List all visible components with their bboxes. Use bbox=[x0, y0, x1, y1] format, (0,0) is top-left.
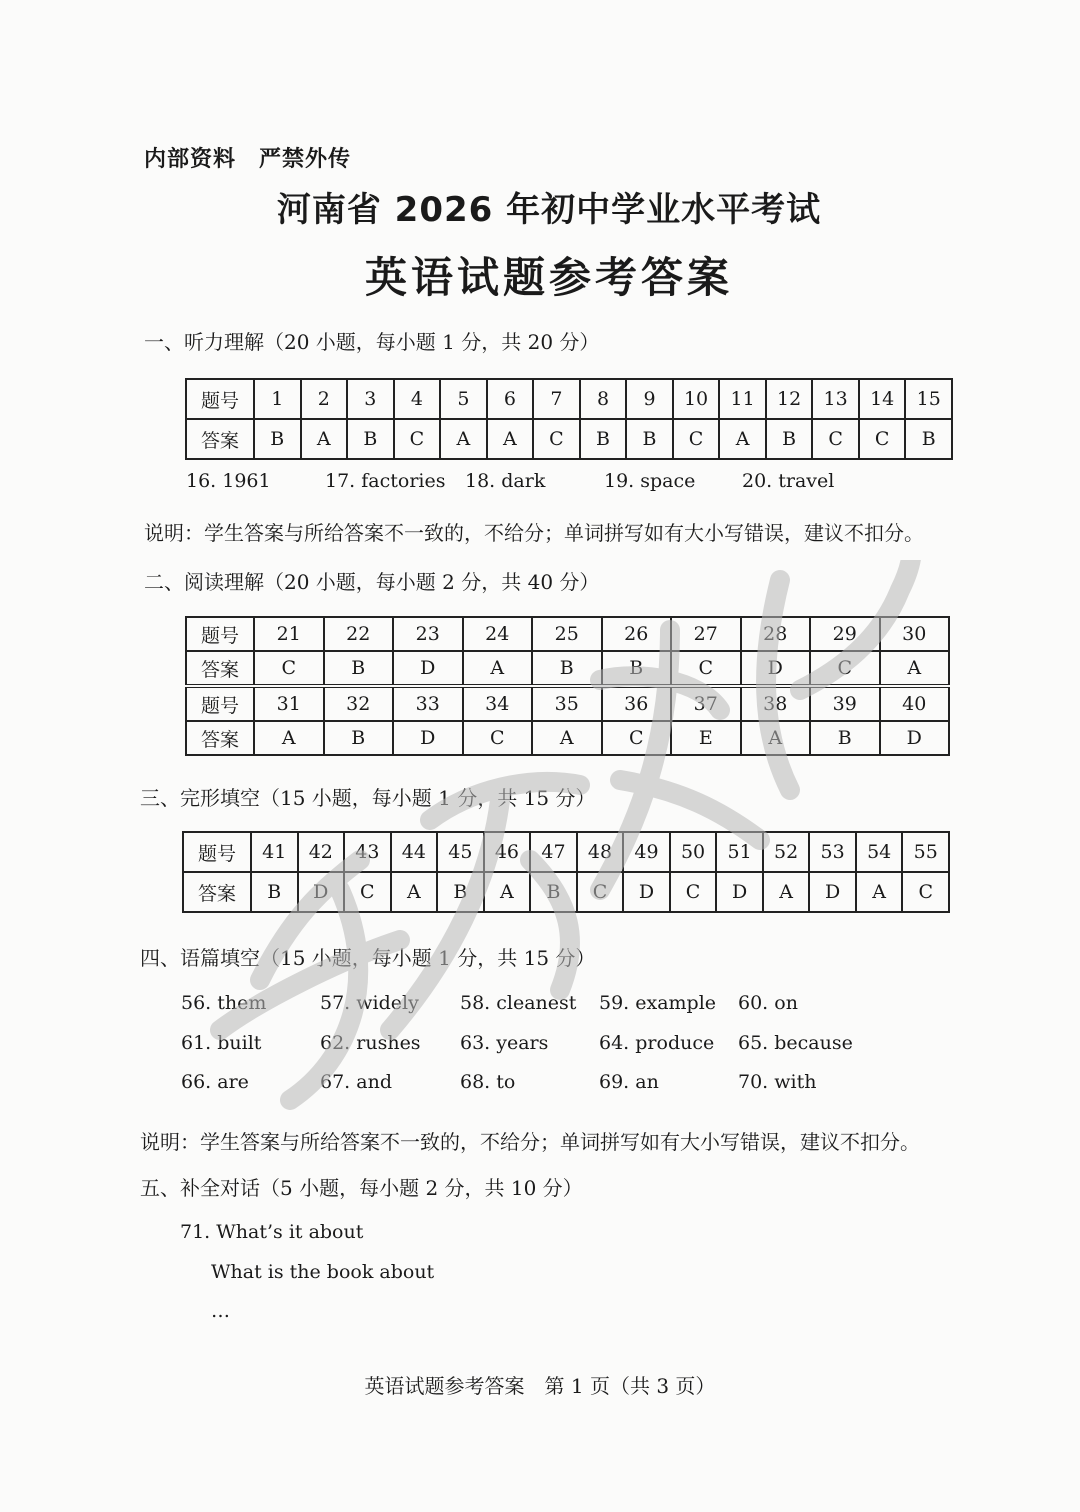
question-number-cell: 49 bbox=[623, 832, 670, 872]
answer-cell: D bbox=[741, 651, 811, 686]
question-number-cell: 26 bbox=[602, 617, 672, 651]
answer-cell: A bbox=[719, 419, 766, 459]
question-number-cell: 52 bbox=[763, 832, 810, 872]
fill-answer: 56. them bbox=[181, 992, 267, 1014]
question-number-cell: 2 bbox=[301, 379, 348, 419]
question-number-cell: 47 bbox=[530, 832, 577, 872]
question-number-cell: 44 bbox=[391, 832, 438, 872]
answer-cell: B bbox=[766, 419, 813, 459]
answer-cell: B bbox=[324, 721, 394, 755]
question-number-cell: 29 bbox=[810, 617, 880, 651]
answer-cell: C bbox=[344, 872, 391, 912]
question-number-cell: 23 bbox=[393, 617, 463, 651]
question-number-cell: 35 bbox=[532, 686, 602, 721]
dialog-answer-line: 71. What’s it about bbox=[180, 1221, 364, 1243]
question-number-cell: 34 bbox=[463, 686, 533, 721]
fill-answer: 57. widely bbox=[320, 992, 419, 1014]
answer-cell: B bbox=[254, 419, 301, 459]
confidential-notice: 内部资料 严禁外传 bbox=[144, 147, 352, 172]
question-number-cell: 25 bbox=[532, 617, 602, 651]
question-number-cell: 22 bbox=[324, 617, 394, 651]
question-number-cell: 15 bbox=[905, 379, 952, 419]
answer-cell: B bbox=[251, 872, 298, 912]
question-number-cell: 51 bbox=[716, 832, 763, 872]
section4-row-2 bbox=[0, 1032, 1080, 1058]
fill-answer: 62. rushes bbox=[320, 1032, 421, 1054]
answer-label: 答案 bbox=[186, 419, 254, 459]
answer-cell: A bbox=[741, 721, 811, 755]
fill-answer: 67. and bbox=[320, 1071, 392, 1093]
question-number-cell: 48 bbox=[577, 832, 624, 872]
question-number-cell: 28 bbox=[741, 617, 811, 651]
fill-answer: 69. an bbox=[599, 1071, 659, 1093]
question-number-cell: 11 bbox=[719, 379, 766, 419]
question-number-cell: 45 bbox=[437, 832, 484, 872]
question-number-cell: 39 bbox=[810, 686, 880, 721]
answer-cell: A bbox=[254, 721, 324, 755]
answer-cell: D bbox=[880, 721, 950, 755]
answer-cell: B bbox=[626, 419, 673, 459]
page-footer: 英语试题参考答案 第 1 页（共 3 页） bbox=[364, 1374, 716, 1398]
answer-cell: D bbox=[716, 872, 763, 912]
section1-fill-answers bbox=[0, 470, 1080, 496]
question-number-cell: 7 bbox=[533, 379, 580, 419]
answer-cell: B bbox=[347, 419, 394, 459]
question-number-cell: 53 bbox=[809, 832, 856, 872]
question-number-cell: 10 bbox=[673, 379, 720, 419]
question-number-cell: 9 bbox=[626, 379, 673, 419]
fill-answer: 63. years bbox=[460, 1032, 549, 1054]
question-number-label: 题号 bbox=[183, 832, 251, 872]
answer-cell: C bbox=[577, 872, 624, 912]
answer-cell: C bbox=[671, 651, 741, 686]
section1-answer-table bbox=[185, 378, 953, 460]
section2-heading: 二、阅读理解（20 小题，每小题 2 分，共 40 分） bbox=[144, 570, 600, 594]
question-number-cell: 40 bbox=[880, 686, 950, 721]
question-number-cell: 14 bbox=[859, 379, 906, 419]
question-number-cell: 21 bbox=[254, 617, 324, 651]
fill-answer: 70. with bbox=[738, 1071, 817, 1093]
answer-cell: A bbox=[463, 651, 533, 686]
answer-cell: C bbox=[902, 872, 949, 912]
answer-cell: D bbox=[393, 721, 463, 755]
answer-cell: C bbox=[810, 651, 880, 686]
answer-label: 答案 bbox=[183, 872, 251, 912]
section1-note: 说明：学生答案与所给答案不一致的，不给分；单词拼写如有大小写错误，建议不扣分。 bbox=[144, 521, 924, 545]
answer-cell: C bbox=[670, 872, 717, 912]
answer-cell: C bbox=[394, 419, 441, 459]
answer-cell: D bbox=[623, 872, 670, 912]
answer-cell: C bbox=[463, 721, 533, 755]
answer-cell: C bbox=[602, 721, 672, 755]
answer-cell: B bbox=[602, 651, 672, 686]
fill-answer: 65. because bbox=[738, 1032, 853, 1054]
question-number-cell: 13 bbox=[812, 379, 859, 419]
fill-answer: 60. on bbox=[738, 992, 798, 1014]
question-number-label: 题号 bbox=[186, 686, 254, 721]
fill-answer: 19. space bbox=[604, 470, 696, 492]
question-number-cell: 5 bbox=[440, 379, 487, 419]
section4-row-3 bbox=[0, 1071, 1080, 1097]
answer-cell: B bbox=[324, 651, 394, 686]
section3-heading: 三、完形填空（15 小题，每小题 1 分，共 15 分） bbox=[140, 786, 596, 810]
answer-cell: B bbox=[905, 419, 952, 459]
fill-answer: 61. built bbox=[181, 1032, 262, 1054]
question-number-cell: 42 bbox=[298, 832, 345, 872]
answer-cell: A bbox=[532, 721, 602, 755]
answer-label: 答案 bbox=[186, 721, 254, 755]
fill-answer: 64. produce bbox=[599, 1032, 715, 1054]
question-number-cell: 41 bbox=[251, 832, 298, 872]
fill-answer: 18. dark bbox=[465, 470, 546, 492]
answer-cell: B bbox=[580, 419, 627, 459]
question-number-cell: 4 bbox=[394, 379, 441, 419]
question-number-cell: 31 bbox=[254, 686, 324, 721]
fill-answer: 20. travel bbox=[742, 470, 835, 492]
section3-answer-table bbox=[182, 831, 950, 913]
question-number-cell: 1 bbox=[254, 379, 301, 419]
fill-answer: 58. cleanest bbox=[460, 992, 577, 1014]
question-number-cell: 3 bbox=[347, 379, 394, 419]
question-number-cell: 37 bbox=[671, 686, 741, 721]
question-number-cell: 43 bbox=[344, 832, 391, 872]
fill-answer: 16. 1961 bbox=[186, 470, 271, 492]
question-number-cell: 6 bbox=[487, 379, 534, 419]
answer-cell: A bbox=[856, 872, 903, 912]
question-number-label: 题号 bbox=[186, 379, 254, 419]
answer-cell: D bbox=[298, 872, 345, 912]
answer-cell: C bbox=[673, 419, 720, 459]
answer-cell: C bbox=[859, 419, 906, 459]
answer-cell: A bbox=[487, 419, 534, 459]
fill-answer: 66. are bbox=[181, 1071, 249, 1093]
section2-answer-table bbox=[185, 616, 950, 756]
answer-cell: A bbox=[301, 419, 348, 459]
section4-row-1 bbox=[0, 992, 1080, 1018]
answer-cell: A bbox=[484, 872, 531, 912]
answer-cell: B bbox=[437, 872, 484, 912]
answer-cell: C bbox=[254, 651, 324, 686]
question-number-cell: 33 bbox=[393, 686, 463, 721]
answer-cell: B bbox=[532, 651, 602, 686]
question-number-cell: 32 bbox=[324, 686, 394, 721]
answer-cell: E bbox=[671, 721, 741, 755]
answer-cell: D bbox=[393, 651, 463, 686]
question-number-cell: 12 bbox=[766, 379, 813, 419]
answer-cell: D bbox=[809, 872, 856, 912]
answer-label: 答案 bbox=[186, 651, 254, 686]
answer-cell: B bbox=[810, 721, 880, 755]
question-number-cell: 30 bbox=[880, 617, 950, 651]
dialog-answer-line: What is the book about bbox=[211, 1261, 435, 1283]
fill-answer: 68. to bbox=[460, 1071, 516, 1093]
dialog-ellipsis: … bbox=[211, 1300, 230, 1322]
answer-cell: A bbox=[440, 419, 487, 459]
question-number-cell: 36 bbox=[602, 686, 672, 721]
question-number-cell: 46 bbox=[484, 832, 531, 872]
section5-heading: 五、补全对话（5 小题，每小题 2 分，共 10 分） bbox=[140, 1176, 583, 1200]
question-number-cell: 55 bbox=[902, 832, 949, 872]
question-number-cell: 24 bbox=[463, 617, 533, 651]
section4-note: 说明：学生答案与所给答案不一致的，不给分；单词拼写如有大小写错误，建议不扣分。 bbox=[140, 1130, 920, 1154]
question-number-cell: 38 bbox=[741, 686, 811, 721]
section1-heading: 一、听力理解（20 小题，每小题 1 分，共 20 分） bbox=[144, 330, 600, 354]
fill-answer: 59. example bbox=[599, 992, 717, 1014]
answer-cell: C bbox=[533, 419, 580, 459]
answer-cell: A bbox=[391, 872, 438, 912]
question-number-cell: 27 bbox=[671, 617, 741, 651]
fill-answer: 17. factories bbox=[325, 470, 446, 492]
answer-cell: A bbox=[880, 651, 950, 686]
answer-cell: C bbox=[812, 419, 859, 459]
answer-cell: B bbox=[530, 872, 577, 912]
answer-cell: A bbox=[763, 872, 810, 912]
section4-heading: 四、语篇填空（15 小题，每小题 1 分，共 15 分） bbox=[140, 946, 596, 970]
question-number-cell: 50 bbox=[670, 832, 717, 872]
document-title: 英语试题参考答案 bbox=[364, 253, 733, 302]
exam-title: 河南省 2026 年初中学业水平考试 bbox=[276, 190, 822, 230]
question-number-cell: 54 bbox=[856, 832, 903, 872]
question-number-cell: 8 bbox=[580, 379, 627, 419]
question-number-label: 题号 bbox=[186, 617, 254, 651]
